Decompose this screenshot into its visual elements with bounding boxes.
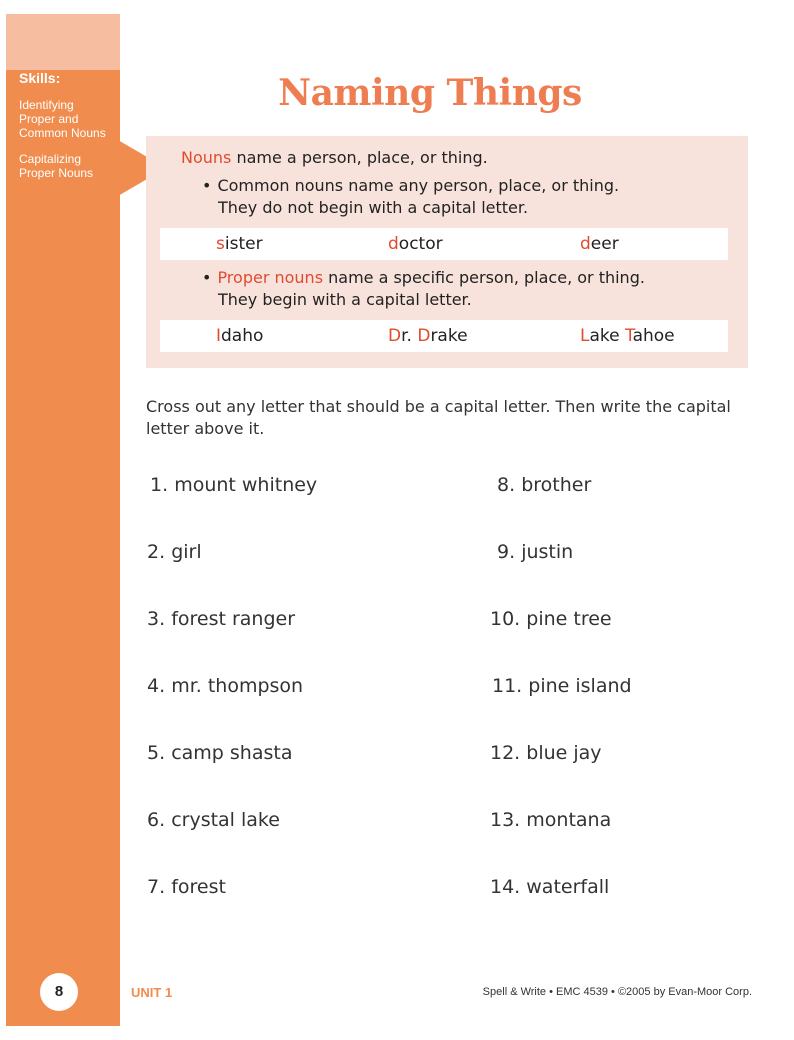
common-example (388, 234, 443, 254)
item-number: 3. (147, 608, 166, 630)
item-number: 1. (150, 474, 169, 496)
common-line-1: Common nouns name any person, place, or thing. (217, 176, 620, 195)
proper-nouns-rule (202, 268, 645, 287)
list-item (147, 608, 295, 630)
item-text: forest ranger (171, 608, 296, 630)
item-number: 11. (492, 675, 523, 697)
list-item (497, 474, 591, 496)
list-item (490, 608, 612, 630)
proper-example (580, 326, 675, 346)
skill-item: Capitalizing Proper Nouns (19, 152, 94, 180)
proper-nouns-word: Proper nouns (217, 268, 324, 287)
example-capital: I (216, 326, 222, 346)
proper-line-2: They begin with a capital letter. (218, 290, 472, 309)
proper-examples-row (160, 320, 728, 352)
list-item (490, 742, 602, 764)
list-item (150, 474, 317, 496)
item-text: crystal lake (171, 809, 280, 831)
example-first-letter: s (216, 234, 225, 254)
common-example (580, 234, 619, 254)
list-item (147, 675, 303, 697)
list-item (492, 675, 632, 697)
page-number: 8 (40, 973, 78, 1011)
common-examples-row (160, 228, 728, 260)
proper-example (388, 326, 468, 346)
item-text: forest (171, 876, 226, 898)
item-text: mount whitney (174, 474, 318, 496)
item-number: 6. (147, 809, 166, 831)
item-number: 13. (490, 809, 521, 831)
nouns-word: Nouns (181, 148, 232, 167)
example-capital: T (625, 326, 633, 346)
list-item (490, 809, 611, 831)
item-text: mr. thompson (171, 675, 304, 697)
bullet-icon: • (202, 176, 212, 195)
nouns-definition (181, 148, 488, 167)
item-text: pine tree (526, 608, 612, 630)
example-first-letter: d (580, 234, 591, 254)
common-nouns-rule (202, 176, 619, 195)
example-rest: ister (224, 234, 263, 254)
nouns-rest: name a person, place, or thing. (231, 148, 488, 167)
list-item (497, 541, 573, 563)
example-rest: octor (398, 234, 443, 254)
footer-credit: Spell & Write • EMC 4539 • ©2005 by Evan-Moor Corp. (482, 986, 752, 998)
bullet-icon: • (202, 268, 212, 287)
item-number: 12. (490, 742, 521, 764)
proper-example (216, 326, 263, 346)
common-example (216, 234, 263, 254)
sidebar-top-band (6, 14, 120, 70)
skills-heading: Skills: (19, 70, 61, 86)
item-number: 14. (490, 876, 521, 898)
page-title: Naming Things (278, 72, 582, 114)
example-first-letter: d (388, 234, 399, 254)
item-number: 4. (147, 675, 166, 697)
item-text: waterfall (526, 876, 610, 898)
skill-item: Identifying Proper and Common Nouns (19, 98, 106, 140)
skills-list (19, 98, 111, 192)
proper-rest: name a specific person, place, or thing. (323, 268, 645, 287)
common-line-2: They do not begin with a capital letter. (218, 198, 529, 217)
item-text: blue jay (526, 742, 602, 764)
item-text: pine island (528, 675, 632, 697)
example-capital: D (417, 326, 431, 346)
item-number: 7. (147, 876, 166, 898)
item-text: brother (521, 474, 592, 496)
list-item (147, 809, 280, 831)
list-item (147, 541, 202, 563)
example-rest: ake (589, 326, 626, 346)
item-number: 8. (497, 474, 516, 496)
item-text: justin (521, 541, 574, 563)
instructions: Cross out any letter that should be a capital letter. Then write the capital letter above it. (146, 397, 731, 438)
item-text: girl (171, 541, 202, 563)
unit-label: UNIT 1 (131, 985, 173, 1000)
list-item (147, 876, 226, 898)
example-capital: L (580, 326, 590, 346)
example-capital: D (388, 326, 402, 346)
example-rest: r. (401, 326, 418, 346)
list-item (490, 876, 609, 898)
item-number: 2. (147, 541, 166, 563)
example-rest: daho (221, 326, 264, 346)
list-item (147, 742, 292, 764)
item-number: 9. (497, 541, 516, 563)
example-rest: rake (430, 326, 468, 346)
example-rest: eer (590, 234, 619, 254)
item-text: camp shasta (171, 742, 293, 764)
item-text: montana (526, 809, 612, 831)
item-number: 5. (147, 742, 166, 764)
item-number: 10. (490, 608, 521, 630)
example-rest: ahoe (632, 326, 675, 346)
